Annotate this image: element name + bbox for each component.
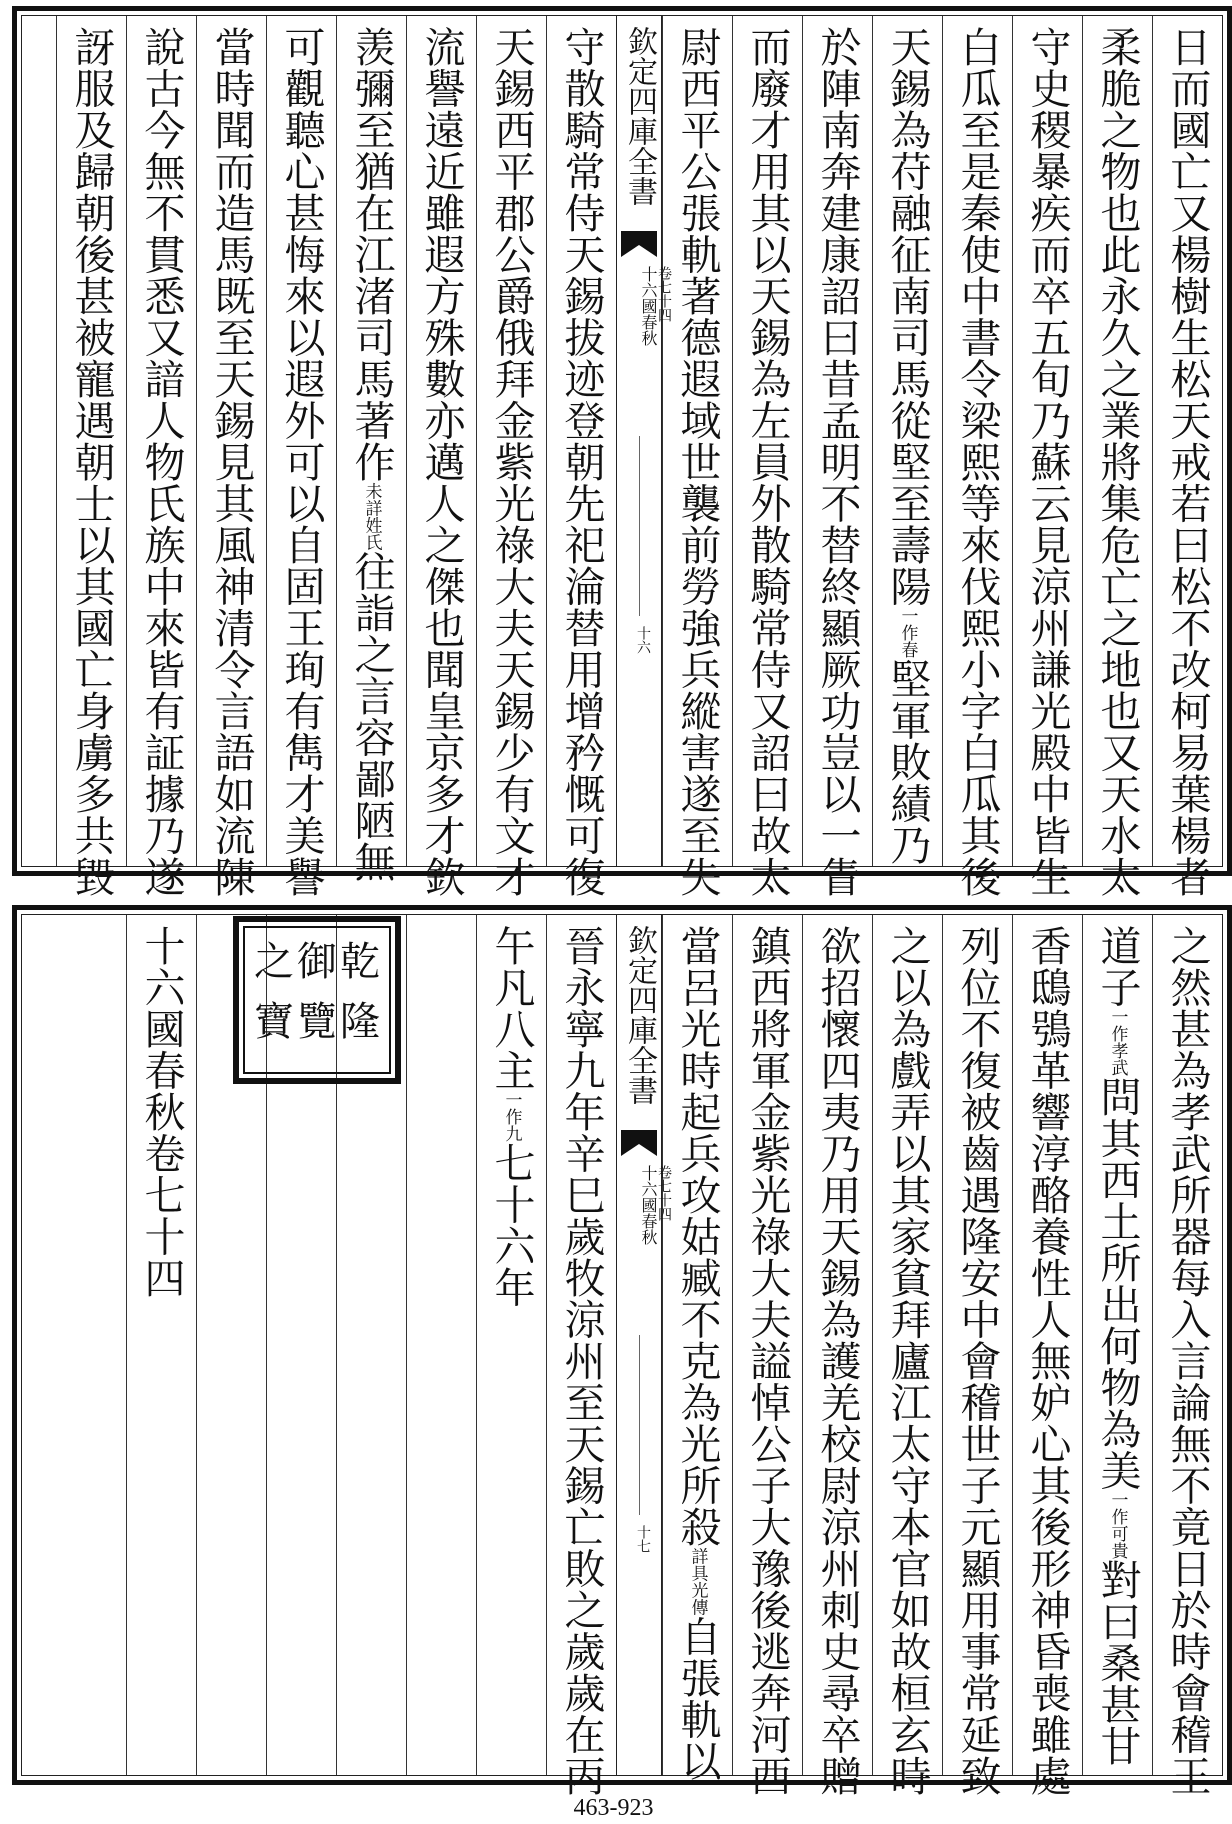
fold-rule <box>639 436 640 616</box>
column-text <box>417 26 466 898</box>
main-text: 道子 <box>1093 925 1142 1008</box>
bottom-page-frame <box>21 914 1223 1797</box>
text-column <box>732 16 802 898</box>
text-column <box>732 915 802 1797</box>
main-text: 七十六年 <box>487 1142 536 1308</box>
column-text <box>1093 925 1142 1767</box>
column-text <box>207 26 256 898</box>
main-text: 堅軍敗績乃 <box>883 658 932 866</box>
column-text <box>557 925 606 1797</box>
column-text <box>421 925 463 1765</box>
main-text: 天錫西平郡公爵俄拜金紫光祿大夫天錫少有文才 <box>487 26 536 898</box>
page-code: 463-923 <box>573 1795 654 1821</box>
column-text <box>953 26 1002 898</box>
main-text: 十六國春秋卷七十四 <box>137 925 186 1299</box>
main-text: 訝服及歸朝後甚被寵遇朝士以其國亡身虜多共毀 <box>67 26 116 898</box>
fold-header-title: 欽定四庫全書 <box>622 26 657 206</box>
column-text <box>277 26 326 898</box>
main-text: 往詣之言容鄙陋無 <box>347 550 396 883</box>
top-page-frame <box>21 15 1223 898</box>
text-column <box>1082 915 1152 1775</box>
fold-rule <box>639 1335 640 1515</box>
text-column <box>802 915 872 1797</box>
main-text: 而廢才用其以天錫為左員外散騎常侍又詔曰故太 <box>743 26 792 898</box>
main-text: 天錫為苻融征南司馬從堅至壽陽 <box>883 26 932 607</box>
annotation-note: 一作九 <box>501 1091 522 1142</box>
main-text: 晉永寧九年辛巳歲牧涼州至天錫亡敗之歲歲在丙 <box>557 925 606 1797</box>
text-column <box>662 16 732 898</box>
fold-subtitle: 十六國春秋 <box>639 266 658 346</box>
column-text <box>1023 26 1072 898</box>
column-text <box>347 26 396 883</box>
svg-text:御: 御 <box>297 939 337 985</box>
text-column <box>196 16 266 898</box>
main-text: 守史稷暴疾而卒五旬乃蘇云見涼州謙光殿中皆生 <box>1023 26 1072 898</box>
text-column <box>336 16 406 883</box>
text-column <box>1152 915 1222 1797</box>
column-text <box>137 925 186 1765</box>
main-text: 尉西平公張軌著德遐域世襲前勞強兵縱害遂至失 <box>673 26 722 898</box>
main-text: 之然甚為孝武所器每入言論無不竟日於時會稽王 <box>1163 925 1212 1797</box>
text-column <box>942 915 1012 1797</box>
text-column <box>546 16 616 898</box>
column-text <box>1163 26 1212 898</box>
column-text <box>1023 925 1072 1797</box>
center-fold <box>616 915 672 1775</box>
text-column <box>126 16 196 898</box>
text-column <box>1152 16 1222 898</box>
column-text <box>673 925 722 1782</box>
main-text: 可觀聽心甚悔來以遐外可以自固王珣有雋才美譽 <box>277 26 326 898</box>
column-text <box>1093 26 1142 898</box>
text-column <box>1082 16 1152 898</box>
bottom-page <box>12 905 1232 1797</box>
text-column <box>872 16 942 866</box>
svg-text:乾: 乾 <box>340 939 380 985</box>
fold-page-number: 十七 <box>635 1525 651 1553</box>
main-text: 日而國亡又楊樹生松天戒若曰松不改柯易葉楊者 <box>1163 26 1212 898</box>
main-text: 欲招懷四夷乃用天錫為護羌校尉涼州刺史尋卒贈 <box>813 925 862 1797</box>
fish-tail-mark <box>621 1130 657 1156</box>
column-text <box>487 26 536 898</box>
text-column <box>942 16 1012 898</box>
text-column <box>1012 16 1082 898</box>
column-text <box>953 925 1002 1797</box>
imperial-seal <box>232 915 402 1085</box>
main-text: 當呂光時起兵攻姑臧不克為光所殺 <box>673 925 722 1548</box>
text-column <box>662 915 732 1782</box>
svg-text:之: 之 <box>254 939 294 985</box>
fold-volume: 卷七十四 <box>656 1165 672 1221</box>
text-column <box>56 16 126 898</box>
column-text <box>743 26 792 898</box>
main-text: 白瓜至是秦使中書令梁熙等來伐熙小字白瓜其後 <box>953 26 1002 898</box>
text-column <box>1012 915 1082 1797</box>
svg-text:覽: 覽 <box>297 999 337 1045</box>
main-text: 於陣南奔建康詔曰昔孟明不替終顯厥功豈以一眚 <box>813 26 862 898</box>
svg-text:隆: 隆 <box>340 999 380 1045</box>
text-column <box>476 16 546 898</box>
top-page <box>12 6 1232 898</box>
main-text: 鎮西將軍金紫光祿大夫謚悼公子大豫後逃奔河西 <box>743 925 792 1797</box>
fold-page-number: 十六 <box>635 626 651 654</box>
text-column <box>802 16 872 898</box>
fold-header-title: 欽定四庫全書 <box>622 925 657 1105</box>
column-text <box>883 925 932 1797</box>
column-text <box>1163 925 1212 1797</box>
text-column <box>476 915 546 1775</box>
text-column <box>266 16 336 898</box>
svg-text:寶: 寶 <box>254 999 294 1045</box>
annotation-note: 一作可貴 <box>1107 1491 1128 1559</box>
column-text <box>67 26 116 898</box>
main-text: 羡彌至猶在江渚司馬著作 <box>347 26 396 483</box>
main-text: 柔脆之物也此永久之業將集危亡之地也又天水太 <box>1093 26 1142 898</box>
column-text <box>813 26 862 898</box>
column-text <box>487 925 536 1765</box>
text-column <box>546 915 616 1797</box>
text-column <box>126 915 196 1775</box>
annotation-note: 一作春 <box>897 607 918 658</box>
column-text <box>137 26 186 898</box>
main-text: 流譽遠近雖遐方殊數亦邁人之傑也聞皇京多才欽 <box>417 26 466 898</box>
main-text: 午凡八主 <box>487 925 536 1091</box>
column-text <box>813 925 862 1797</box>
annotation-note: 詳具光傳 <box>687 1547 708 1616</box>
main-text: 守散騎常侍天錫拔迹登朝先祀淪替用增矜慨可復 <box>557 26 606 898</box>
main-text: 當時聞而造馬既至天錫見其風神清令言語如流陳 <box>207 26 256 898</box>
main-text: 香鴟鴞革響淳酪養性人無妒心其後形神昏喪雖處 <box>1023 925 1072 1797</box>
center-fold <box>616 16 672 866</box>
fish-tail-mark <box>621 231 657 257</box>
main-text: 自張軌以 <box>673 1615 722 1782</box>
main-text: 說古今無不貫悉又諳人物氏族中來皆有証據乃遂 <box>137 26 186 898</box>
column-text <box>557 26 606 898</box>
text-column <box>406 16 476 898</box>
text-column <box>872 915 942 1797</box>
annotation-note: 未詳姓氏 <box>361 482 382 551</box>
column-text <box>673 26 722 898</box>
main-text: 問其西土所出何物為美 <box>1093 1076 1142 1491</box>
main-text: 之以為戲弄以其家貧拜廬江太守本官如故桓玄時 <box>883 925 932 1797</box>
fold-subtitle: 十六國春秋 <box>639 1165 658 1245</box>
column-text <box>883 26 932 866</box>
column-text <box>743 925 792 1797</box>
text-column <box>406 915 476 1775</box>
annotation-note: 一作孝武 <box>1107 1008 1128 1076</box>
main-text: 對曰桑甚甘 <box>1093 1559 1142 1767</box>
main-text: 列位不復被齒遇隆安中會稽世子元顯用事常延致 <box>953 925 1002 1797</box>
fold-volume: 卷七十四 <box>656 266 672 322</box>
